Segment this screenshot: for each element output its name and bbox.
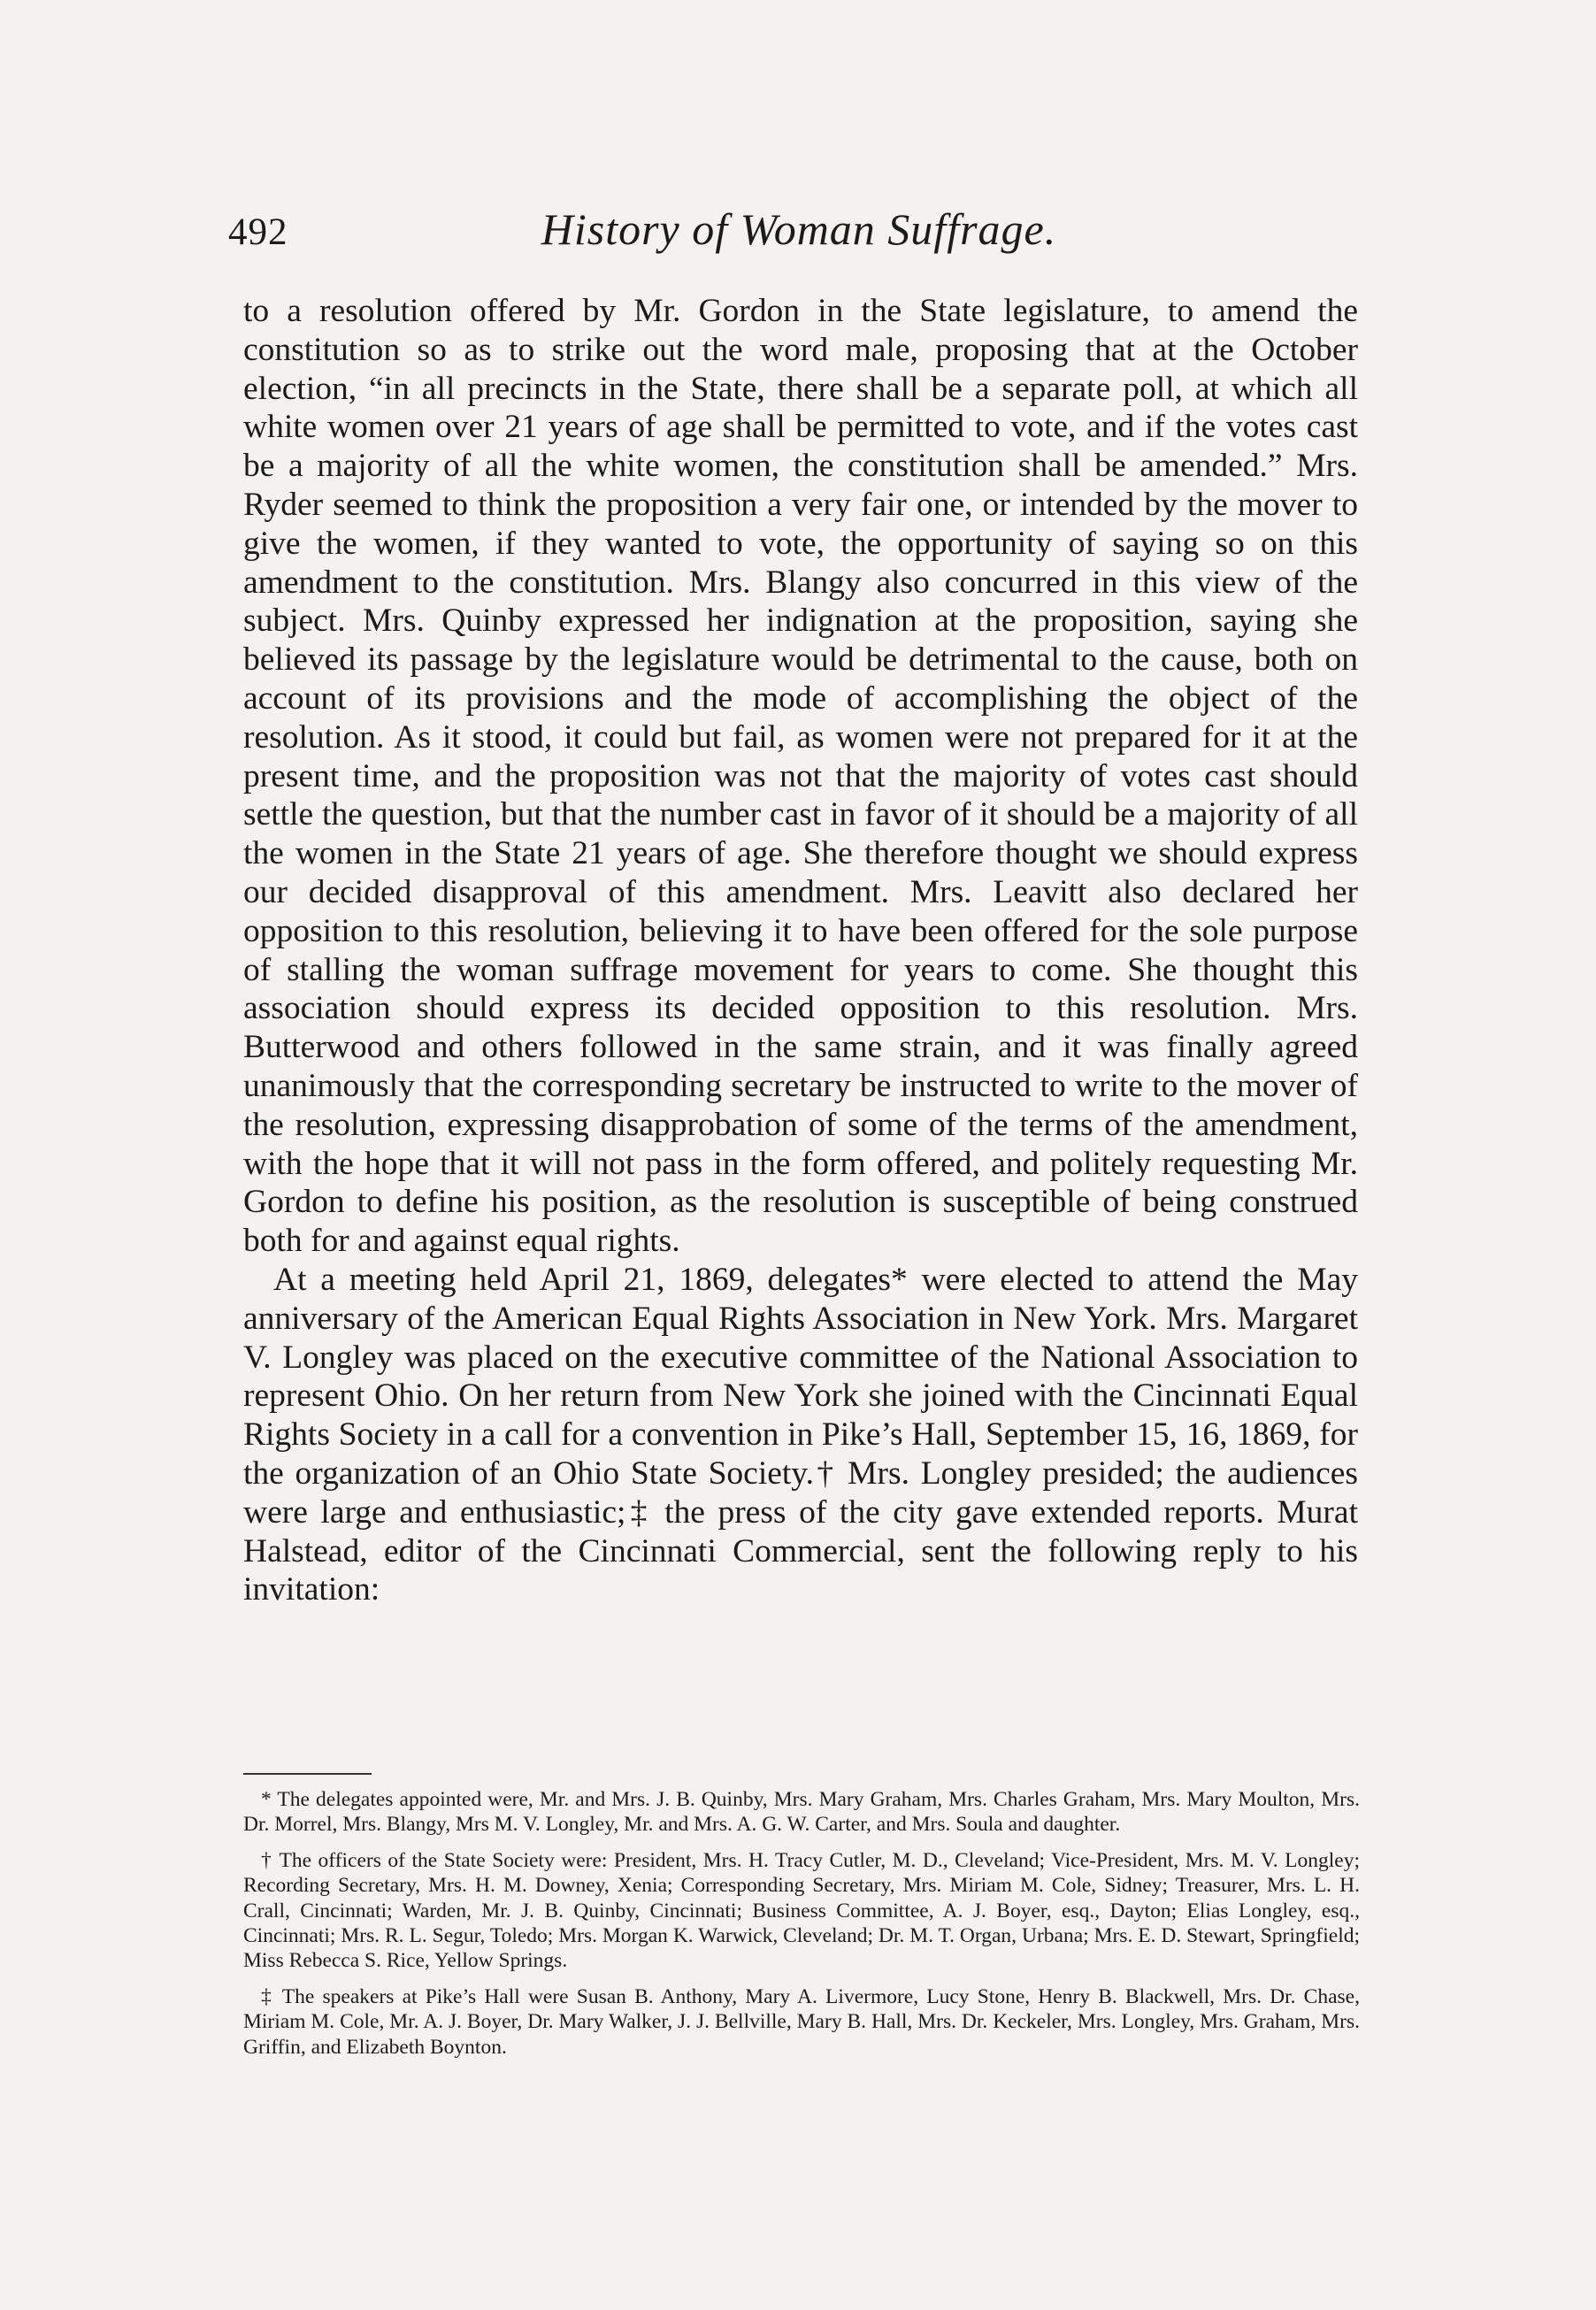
body-text (243, 292, 1358, 1609)
body-paragraph: At a meeting held April 21, 1869, delegates* were elected to attend the May anniversary of the American Equal Rights Association in New York. Mrs. Margaret V. Longley was placed on the executive committee of the National Association to represent Ohio. On her return from New York she joined with the Cincinnati Equal Rights Society in a call for a convention in Pike’s Hall, September 15, 16, 1869, for the organization of an Ohio State Society.† Mrs. Longley presided; the audiences were large and enthusiastic;‡ the press of the city gave extended reports. Murat Halstead, editor of the Cincinnati Commercial, sent the following reply to his invitation: (243, 1261, 1358, 1608)
body-paragraph: to a resolution offered by Mr. Gordon in the State legislature, to amend the constitution so as to strike out the word male, proposing that at the October election, “in all precincts in the State, there shall be a separate poll, at which all white women over 21 years of age shall be permitted to vote, and if the votes cast be a majority of all the white women, the constitution shall be amended.” Mrs. Ryder seemed to think the proposition a very fair one, or intended by the mover to give the women, if they wanted to vote, the opportunity of saying so on this amendment to the constitution. Mrs. Blangy also concurred in this view of the subject. Mrs. Quinby expressed her indignation at the proposition, saying she believed its passage by the legislature would be detrimental to the cause, both on account of its provisions and the mode of accomplishing the object of the resolution. As it stood, it could but fail, as women were not prepared for it at the present time, and the proposition was not that the majority of votes cast should settle the question, but that the number cast in favor of it should be a majority of all the women in the State 21 years of age. She therefore thought we should express our decided disapproval of this amendment. Mrs. Leavitt also declared her opposition to this resolution, believing it to have been offered for the sole purpose of stalling the woman suffrage movement for years to come. She thought this association should express its decided opposition to this resolution. Mrs. Butterwood and others followed in the same strain, and it was finally agreed unanimously that the corresponding secretary be instructed to write to the mover of the resolution, expressing disapprobation of some of the terms of the amendment, with the hope that it will not pass in the form offered, and politely requesting Mr. Gordon to define his position, as the resolution is susceptible of being construed both for and against equal rights. (243, 293, 1358, 1260)
footnote-separator (243, 1773, 372, 1775)
footnotes (243, 1787, 1360, 2070)
page-number: 492 (228, 211, 288, 253)
footnote: * The delegates appointed were, Mr. and Mrs. J. B. Quinby, Mrs. Mary Graham, Mrs. Charles Graham, Mrs. Mary Moulton, Mrs. Dr. Morrel, Mrs. Blangy, Mrs M. V. Longley, Mr. and Mrs. A. G. W. Carter, and Mrs. Soula and daughter. (243, 1788, 1360, 1837)
footnote: † The officers of the State Society were: President, Mrs. H. Tracy Cutler, M. D., Cleveland; Vice-President, Mrs. M. V. Longley; Recording Secretary, Mrs. H. M. Downey, Xenia; Corresponding Secretary, Mrs. Miriam M. Cole, Sidney; Treasurer, Mrs. L. H. Crall, Cincinnati; Warden, Mr. J. B. Quinby, Cincinnati; Business Committee, A. J. Boyer, esq., Dayton; Elias Longley, esq., Cincinnati; Mrs. R. L. Segur, Toledo; Mrs. Morgan K. Warwick, Cleveland; Dr. M. T. Organ, Urbana; Mrs. E. D. Stewart, Springfield; Miss Rebecca S. Rice, Yellow Springs. (243, 1848, 1360, 1973)
running-head (228, 203, 1370, 265)
footnote: ‡ The speakers at Pike’s Hall were Susan B. Anthony, Mary A. Livermore, Lucy Stone, Henry B. Blackwell, Mrs. Dr. Chase, Miriam M. Cole, Mr. A. J. Boyer, Dr. Mary Walker, J. J. Bellville, Mary B. Hall, Mrs. Dr. Keckeler, Mrs. Longley, Mrs. Graham, Mrs. Griffin, and Elizabeth Boynton. (243, 1984, 1360, 2059)
running-title: History of Woman Suffrage. (541, 204, 1057, 254)
